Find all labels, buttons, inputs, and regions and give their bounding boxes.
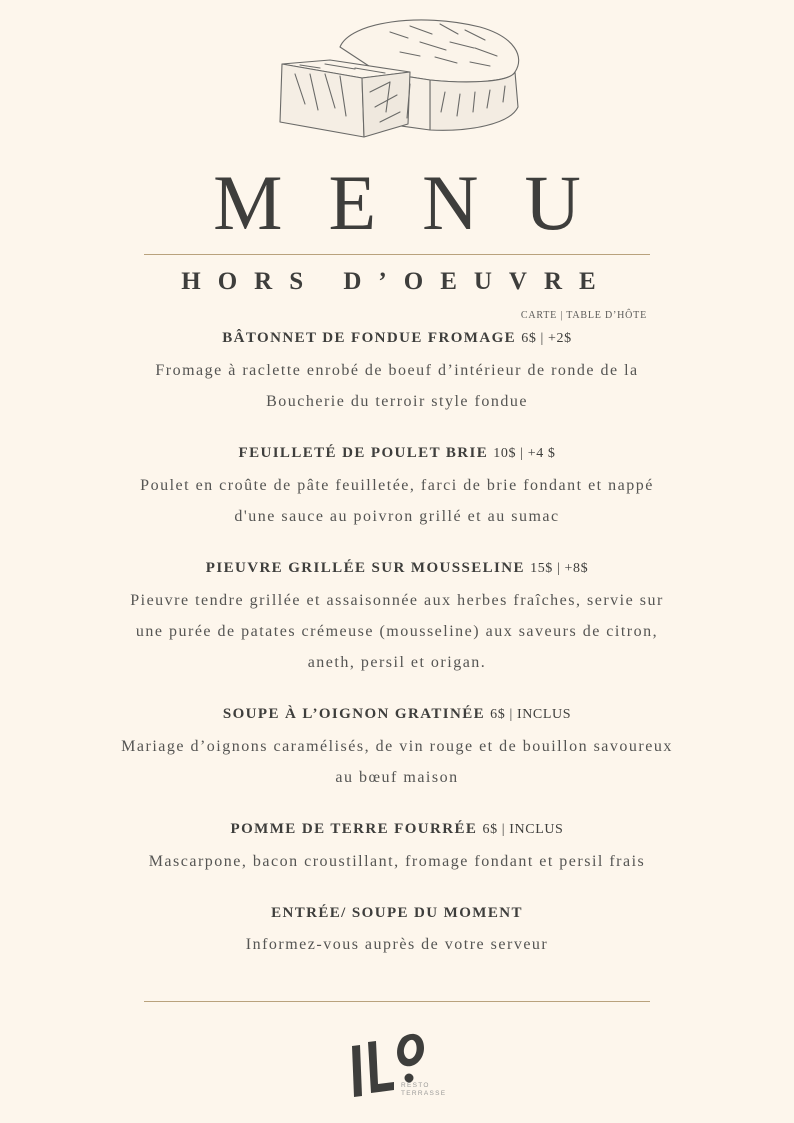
menu-item	[120, 900, 674, 960]
item-price: 6$ | +2$	[521, 331, 572, 346]
bottom-divider	[144, 1001, 650, 1002]
item-price: 15$ | +8$	[530, 561, 589, 576]
item-description: Fromage à raclette enrobé de boeuf d’intérieur de ronde de la Boucherie du terroir style fondue	[155, 362, 639, 410]
item-name: BÂTONNET DE FONDUE FROMAGE	[222, 330, 517, 346]
item-price: 6$ | INCLUS	[490, 707, 572, 722]
menu-title: MENU	[213, 159, 627, 246]
item-price: 10$ | +4 $	[493, 446, 556, 461]
menu-item	[120, 816, 674, 877]
item-description: Informez-vous auprès de votre serveur	[245, 936, 549, 953]
item-description: Poulet en croûte de pâte feuilletée, farci de brie fondant et nappé d'une sauce au poivron grillé et au sumac	[140, 477, 654, 525]
menu-item	[120, 701, 674, 793]
item-description: Pieuvre tendre grillée et assaisonnée aux herbes fraîches, servie sur une purée de patates crémeuse (mousseline) aux saveurs de citron, aneth, persil et origan.	[130, 592, 664, 671]
item-name: FEUILLETÉ DE POULET BRIE	[238, 445, 489, 461]
menu-item	[120, 325, 674, 417]
item-name: ENTRÉE/ SOUPE DU MOMENT	[271, 905, 523, 921]
logo-tagline: RESTO TERRASSE	[401, 1082, 447, 1097]
menu-items	[120, 325, 674, 960]
cheese-illustration-icon	[270, 12, 530, 147]
item-description: Mascarpone, bacon croustillant, fromage fondant et persil frais	[148, 853, 646, 870]
menu-item	[120, 440, 674, 532]
price-legend: CARTE | TABLE D’HÔTE	[520, 310, 647, 321]
top-divider	[144, 254, 650, 255]
item-name: PIEUVRE GRILLÉE SUR MOUSSELINE	[205, 560, 525, 576]
menu-item	[120, 555, 674, 678]
section-title: HORS D’OEUVRE	[181, 268, 613, 295]
item-price: 6$ | INCLUS	[482, 822, 564, 837]
item-name: SOUPE À L’OIGNON GRATINÉE	[222, 706, 485, 722]
item-description: Mariage d’oignons caramélisés, de vin rouge et de bouillon savoureux au bœuf maison	[121, 738, 673, 786]
item-name: POMME DE TERRE FOURRÉE	[230, 821, 478, 837]
